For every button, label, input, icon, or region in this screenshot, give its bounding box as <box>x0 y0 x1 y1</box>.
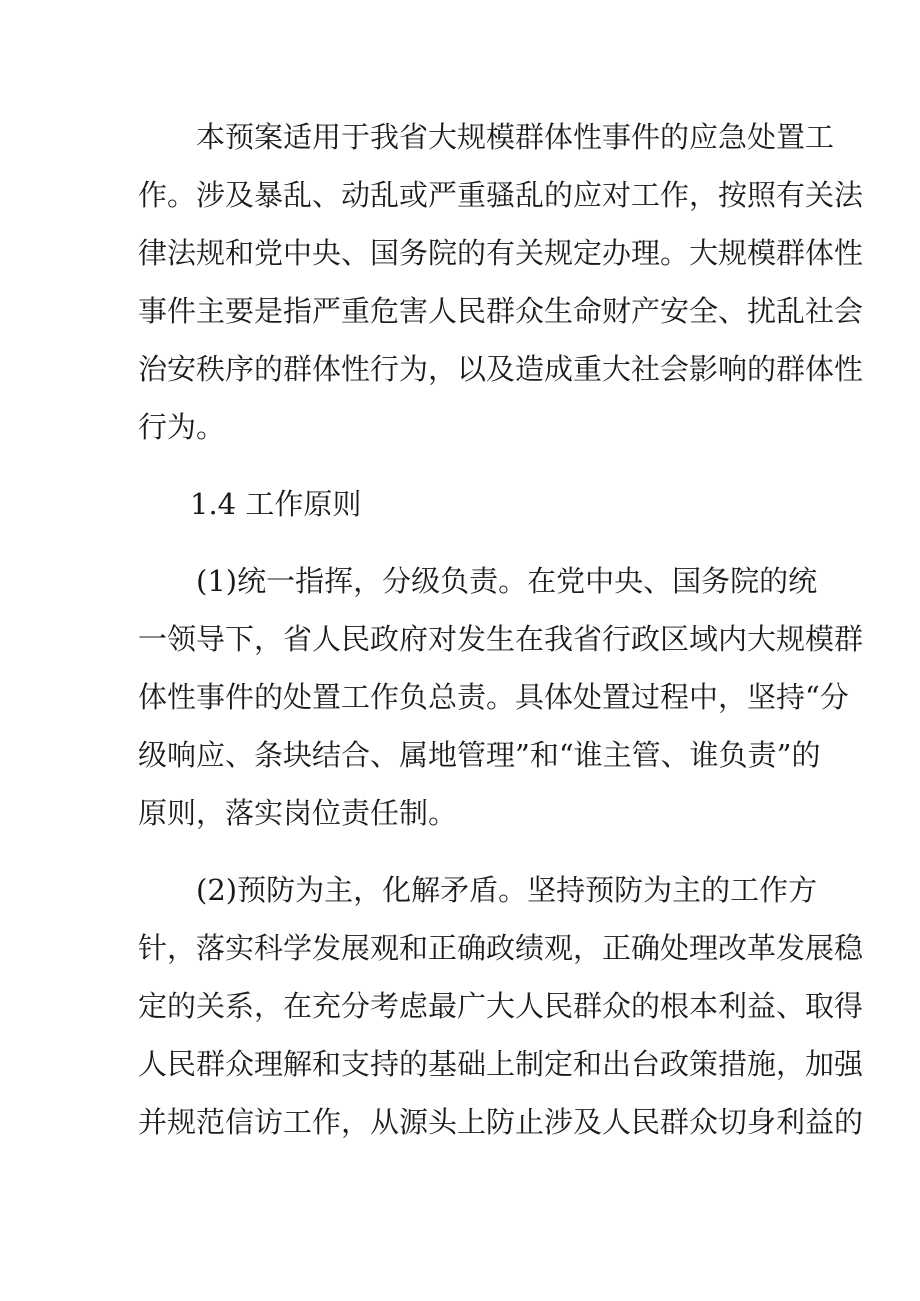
principle-1-line-4: 级响应、条块结合、属地管理”和“谁主管、谁负责”的 <box>138 738 821 772</box>
principle-1-line-1: (1)统一指挥，分级负责。在党中央、国务院的统 <box>196 564 818 598</box>
scope-line-1: 本预案适用于我省大规模群体性事件的应急处置工 <box>196 120 835 154</box>
scope-line-5: 治安秩序的群体性行为，以及造成重大社会影响的群体性 <box>138 352 864 386</box>
principle-2-line-1: (2)预防为主，化解矛盾。坚持预防为主的工作方 <box>196 873 818 907</box>
section-heading <box>190 484 361 524</box>
principle-1-line-5: 原则，落实岗位责任制。 <box>138 796 458 830</box>
principle-2-line-5: 并规范信访工作，从源头上防止涉及人民群众切身利益的 <box>138 1105 864 1139</box>
scope-line-3: 律法规和党中央、国务院的有关规定办理。大规模群体性 <box>138 236 864 270</box>
section-number: 1.4 <box>190 487 237 521</box>
principle-1-line-3: 体性事件的处置工作负总责。具体处置过程中，坚持“分 <box>138 680 849 714</box>
scope-line-4: 事件主要是指严重危害人民群众生命财产安全、扰乱社会 <box>138 294 864 328</box>
scope-line-6: 行为。 <box>138 410 226 444</box>
scope-line-2: 作。涉及暴乱、动乱或严重骚乱的应对工作，按照有关法 <box>138 178 864 212</box>
principle-2-line-3: 定的关系，在充分考虑最广大人民群众的根本利益、取得 <box>138 989 864 1023</box>
principle-2-line-2: 针，落实科学发展观和正确政绩观，正确处理改革发展稳 <box>138 931 864 965</box>
principle-1-line-2: 一领导下，省人民政府对发生在我省行政区域内大规模群 <box>138 622 864 656</box>
principle-2-line-4: 人民群众理解和支持的基础上制定和出台政策措施，加强 <box>138 1047 864 1081</box>
section-title: 工作原则 <box>245 487 362 521</box>
